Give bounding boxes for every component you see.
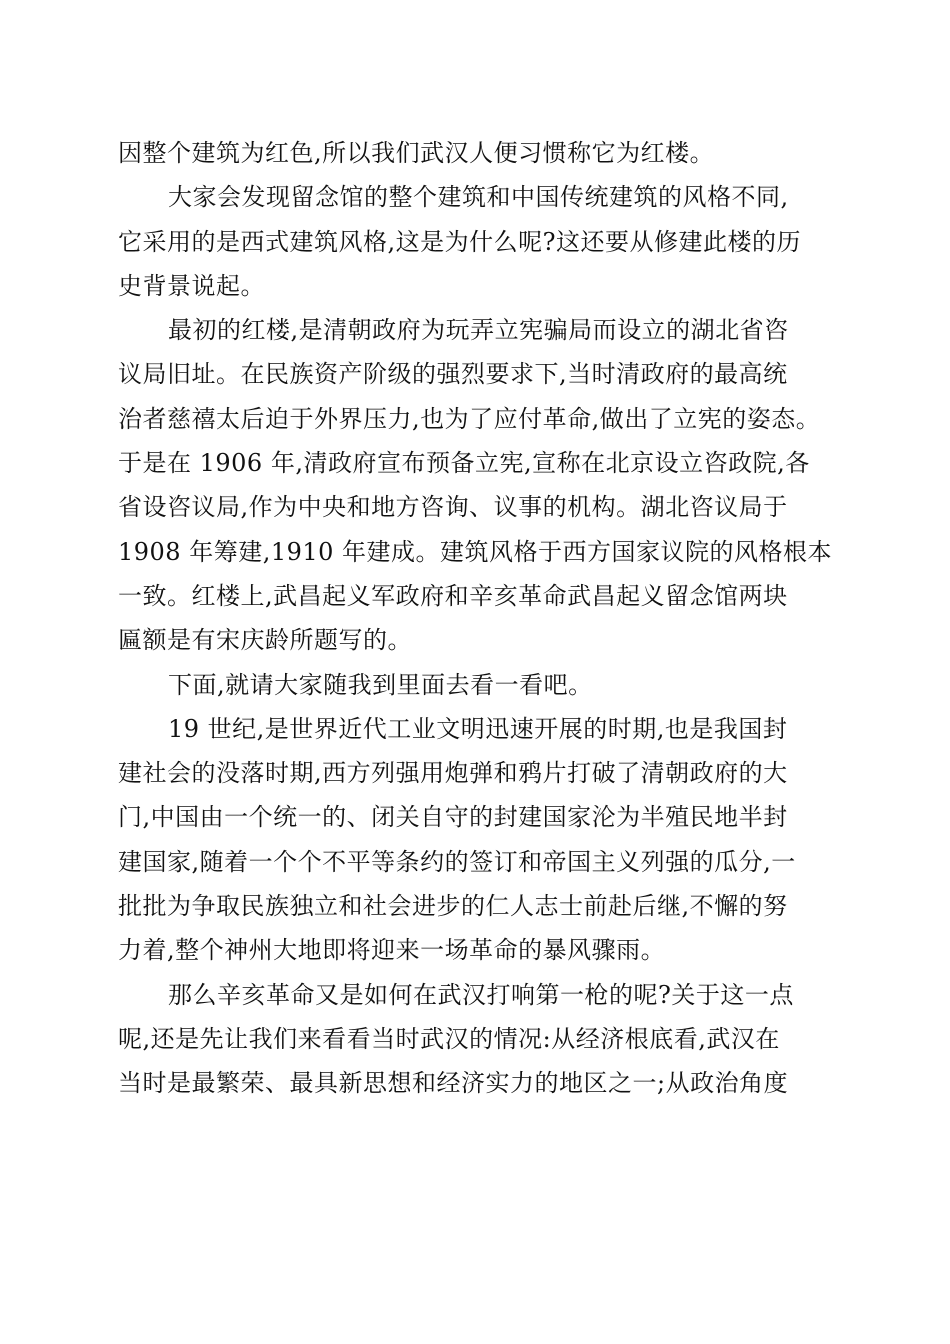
text-line-3: 它采用的是西式建筑风格,这是为什么呢?这还要从修建此楼的历 <box>118 227 801 256</box>
text-line-4: 史背景说起。 <box>118 271 265 300</box>
text-line-22: 当时是最繁荣、最具新思想和经济实力的地区之一;从政治角度 <box>118 1069 789 1098</box>
text-line-10: 1908 年筹建,1910 年建成。建筑风格于西方国家议院的风格根本 <box>118 537 833 566</box>
text-line-6: 议局旧址。在民族资产阶级的强烈要求下,当时清政府的最高统 <box>118 360 788 389</box>
text-line-1: 因整个建筑为红色,所以我们武汉人便习惯称它为红楼。 <box>118 139 715 167</box>
text-line-7: 治者慈禧太后迫于外界压力,也为了应付革命,做出了立宪的姿态。 <box>118 404 821 433</box>
text-line-17: 建国家,随着一个个不平等条约的签订和帝国主义列强的瓜分,一 <box>118 847 796 876</box>
text-line-21: 呢,还是先让我们来看看当时武汉的情况:从经济根底看,武汉在 <box>118 1024 780 1053</box>
text-line-14: 19 世纪,是世界近代工业文明迅速开展的时期,也是我国封 <box>168 714 788 743</box>
text-line-5: 最初的红楼,是清朝政府为玩弄立宪骗局而设立的湖北省咨 <box>168 316 789 345</box>
text-line-11: 一致。红楼上,武昌起义军政府和辛亥革命武昌起义留念馆两块 <box>118 581 788 610</box>
text-line-19: 力着,整个神州大地即将迎来一场革命的暴风骤雨。 <box>118 936 666 965</box>
text-line-8: 于是在 1906 年,清政府宣布预备立宪,宣称在北京设立咨政院,各 <box>118 449 810 478</box>
text-line-9: 省设咨议局,作为中央和地方咨询、议事的机构。湖北咨议局于 <box>118 493 788 522</box>
text-line-18: 批批为争取民族独立和社会进步的仁人志士前赴后继,不懈的努 <box>118 892 788 921</box>
text-line-12: 匾额是有宋庆龄所题写的。 <box>118 626 412 655</box>
text-line-13: 下面,就请大家随我到里面去看一看吧。 <box>168 670 593 699</box>
text-line-20: 那么辛亥革命又是如何在武汉打响第一枪的呢?关于这一点 <box>168 980 794 1009</box>
document-body <box>118 131 840 1106</box>
text-line-16: 门,中国由一个统一的、闭关自守的封建国家沦为半殖民地半封 <box>118 803 788 832</box>
text-line-2: 大家会发现留念馆的整个建筑和中国传统建筑的风格不同, <box>168 183 789 212</box>
text-line-15: 建社会的没落时期,西方列强用炮弹和鸦片打破了清朝政府的大 <box>118 759 788 788</box>
